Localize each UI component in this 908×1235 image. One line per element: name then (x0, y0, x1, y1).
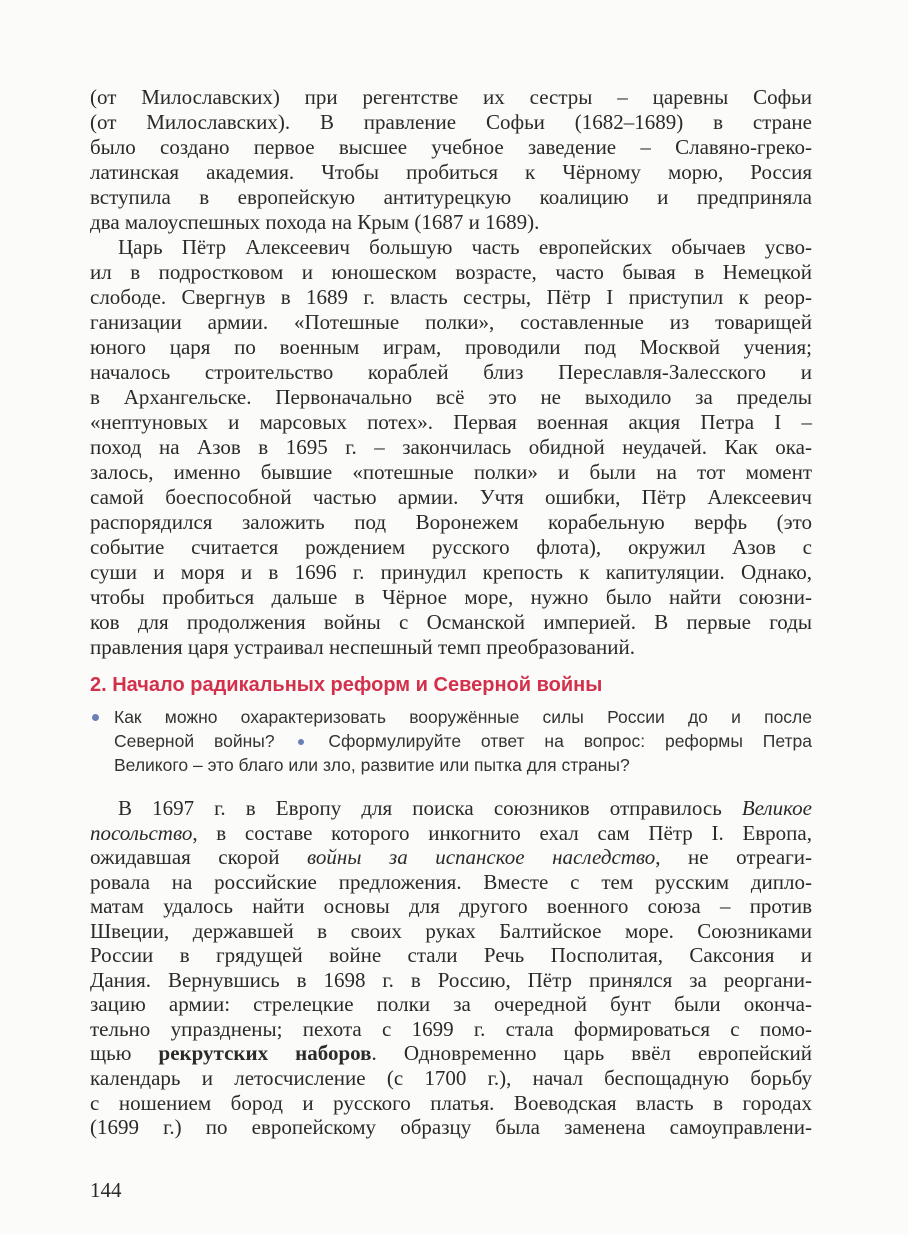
text: , не отреаги- (655, 845, 812, 870)
text-line: юного царя по военным играм, проводили под Москвой учения; (90, 335, 812, 359)
italic-term: войны за испанское наследство (307, 845, 656, 870)
text-line: залось, именно бывшие «потешные полки» и были на тот момент (90, 460, 812, 484)
text-line: самой боеспособной частью армии. Учтя ошибки, Пётр Алексеевич (90, 485, 812, 509)
text-line: вступила в европейскую антитурецкую коалицию и предприняла (90, 185, 812, 209)
text-line: ганизации армии. «Потешные полки», составленные из товарищей (90, 310, 812, 334)
text: В 1697 г. в Европу для поиска союзников отправилось (118, 796, 722, 820)
text-line: «нептуновых и марсовых потех». Первая военная акция Петра I – (90, 410, 812, 434)
review-questions (114, 705, 812, 777)
text-line (90, 796, 812, 821)
text-line: России в грядущей войне стали Речь Посполитая, Саксония и (90, 943, 812, 968)
text-line: Швеции, державшей в своих руках Балтийское море. Союзниками (90, 918, 812, 943)
text-line: в Архангельске. Первоначально всё это не выходило за пределы (90, 385, 812, 409)
text: , в составе которого инкогнито ехал сам Пётр I. Европа, (192, 820, 812, 845)
text-line: поход на Азов в 1695 г. – закончилась обидной неудачей. Как ока- (90, 435, 812, 459)
bullet-icon (298, 739, 304, 745)
text-line: суши и моря и в 1696 г. принудил крепость к капитуляции. Однако, (90, 560, 812, 584)
text-line: ровала на российские предложения. Вместе с тем русским дипло- (90, 869, 812, 894)
text-line (90, 1041, 812, 1066)
text-line: с ношением бород и русского платья. Воеводская власть в городах (90, 1090, 812, 1115)
text-line (90, 821, 812, 846)
text-line: тельно упразднены; пехота с 1699 г. стала формироваться с помо- (90, 1016, 812, 1041)
text-line: чтобы пробиться дальше в Чёрное море, нужно было найти союзни- (90, 585, 812, 609)
italic-term: Великое (741, 796, 812, 820)
text-line: было создано первое высшее учебное заведение – Славяно-греко- (90, 135, 812, 159)
question-line (114, 729, 812, 753)
text: . Одновременно царь ввёл европейский (371, 1041, 813, 1066)
text-line: событие считается рождением русского флота), окружил Азов с (90, 535, 812, 559)
text-line: началось строительство кораблей близ Переславля-Залесского и (90, 360, 812, 384)
text-line: два малоуспешных похода на Крым (1687 и 1689). (90, 210, 540, 234)
text-line (90, 845, 812, 870)
body-text (90, 85, 812, 660)
text-line: Дания. Вернувшись в 1698 г. в Россию, Пётр принялся за реоргани- (90, 967, 812, 992)
text-line: латинская академия. Чтобы пробиться к Чёрному морю, Россия (90, 160, 812, 184)
text-line: календарь и летосчисление (с 1700 г.), начал беспощадную борьбу (90, 1066, 812, 1091)
text-line: ил в подростковом и юношеском возрасте, часто бывая в Немецкой (90, 260, 812, 284)
text-line: Царь Пётр Алексеевич большую часть европейских обычаев усво- (118, 235, 812, 259)
text-line: матам удалось найти основы для другого военного союза – против (90, 894, 812, 919)
paragraph (90, 796, 812, 1140)
text-line: слободе. Свергнув в 1689 г. власть сестры, Пётр I приступил к реор- (90, 285, 812, 309)
text: щью (90, 1041, 132, 1066)
question-text: Северной войны? (114, 731, 275, 751)
section-heading: 2. Начало радикальных реформ и Северной войны (90, 674, 603, 696)
page-number: 144 (90, 1178, 122, 1202)
question-line: Как можно охарактеризовать вооружённые силы России до и после (114, 707, 812, 727)
paragraph (90, 85, 812, 235)
text-line: распорядился заложить под Воронежем корабельную верфь (это (90, 510, 812, 534)
text-line: (от Милославских). В правление Софьи (1682–1689) в стране (90, 110, 812, 134)
text: ожидавшая скорой (90, 845, 280, 870)
text-line: ков для продолжения войны с Османской империей. В первые годы (90, 610, 812, 634)
text-line: зацию армии: стрелецкие полки за очередной бунт были оконча- (90, 992, 812, 1017)
question-line: Великого – это благо или зло, развитие или пытка для страны? (114, 755, 630, 775)
bullet-icon (92, 714, 99, 721)
text-line: (1699 г.) по европейскому образцу была заменена самоуправлени- (90, 1115, 812, 1140)
paragraph (90, 235, 812, 660)
text-line: (от Милославских) при регентстве их сестры – царевны Софьи (90, 85, 812, 109)
bold-term: рекрутских наборов (158, 1041, 372, 1066)
italic-term: посольство (90, 820, 193, 845)
text-line: правления царя устраивал неспешный темп преобразований. (90, 635, 635, 659)
question-text: Сформулируйте ответ на вопрос: реформы Петра (328, 731, 812, 751)
